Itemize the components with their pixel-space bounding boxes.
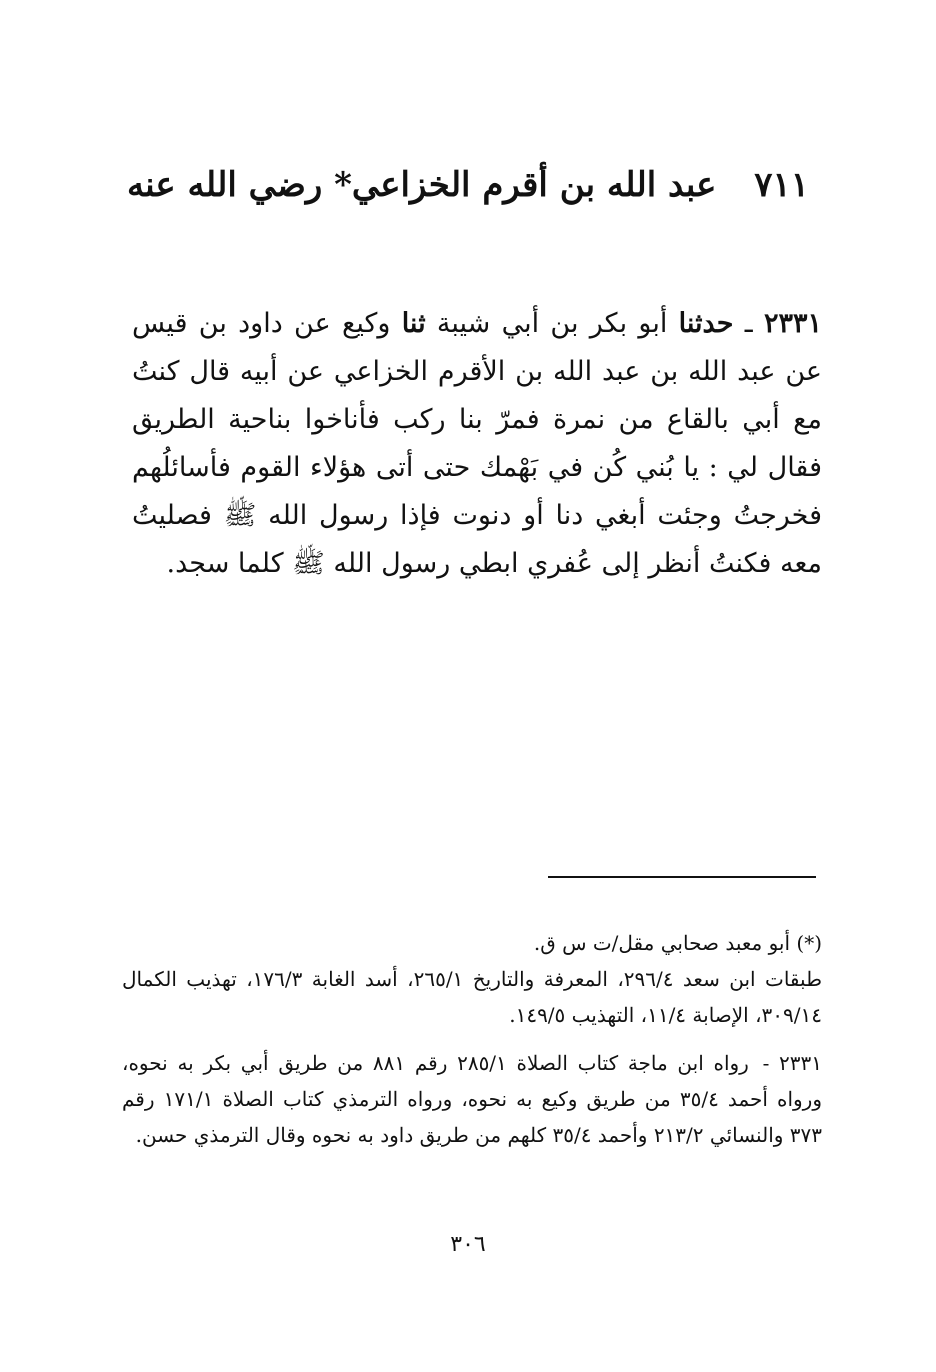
footnote-hadith-number: ٢٣٣١ - xyxy=(762,1051,823,1075)
footnotes xyxy=(122,925,822,1165)
footnote-biography xyxy=(122,925,822,1033)
hadith-chain-1: أبو بكر بن أبي شيبة xyxy=(436,308,668,339)
page-number: ٣٠٦ xyxy=(450,1232,486,1257)
chapter-number: ٧١١ xyxy=(754,165,810,205)
footnote-biography-summary: (*) أبو معبد صحابي مقل/ت س ق. xyxy=(533,931,822,955)
footnote-hadith-note: رواه ابن ماجة كتاب الصلاة ٢٨٥/١ رقم ٨٨١ من طريق أبي بكر به نحوه، ورواه أحمد ٣٥/٤ من طريق وكيع به نحوه، ورواه الترمذي كتاب الصلاة ١٧١/١ رقم ٣٧٣ والنسائي ٢١٣/٢ وأحمد ٣٥/٤ كلهم من طريق داود به نحوه وقال الترمذي حسن. xyxy=(122,1051,822,1147)
hadith-body: وكيع عن داود بن قيس عن عبد الله بن عبد الله بن الأقرم الخزاعي عن أبيه قال كنتُ مع أبي بالقاع من نمرة فمرّ بنا ركب فأناخوا بناحية الطريق فقال لي : يا بُني كُن في بَهْمك حتى أتى هؤلاء القوم فأسائلُهم فخرجتُ وجئت أبغي دنا أو دنوت فإذا رسول الله ﷺ فصليتُ معه فكنتُ أنظر إلى عُفري ابطي رسول الله ﷺ كلما سجد. xyxy=(132,308,822,579)
footnote-hadith xyxy=(122,1045,822,1153)
footnote-divider xyxy=(548,876,816,878)
hadith-opening: حدثنا xyxy=(678,308,734,339)
hadith-separator: ـ xyxy=(744,308,753,339)
hadith-text xyxy=(132,300,822,588)
chapter-heading xyxy=(100,160,836,210)
hadith-number: ٢٣٣١ xyxy=(763,308,822,339)
chapter-title: عبد الله بن أقرم الخزاعي* رضي الله عنه xyxy=(126,165,717,205)
hadith-thana: ثنا xyxy=(401,308,426,339)
footnote-biography-sources: طبقات ابن سعد ٢٩٦/٤، المعرفة والتاريخ ٢٦٥/١، أسد الغابة ١٧٦/٣، تهذيب الكمال ٣٠٩/١٤، الإصابة ١١/٤، التهذيب ١٤٩/٥. xyxy=(122,967,822,1027)
